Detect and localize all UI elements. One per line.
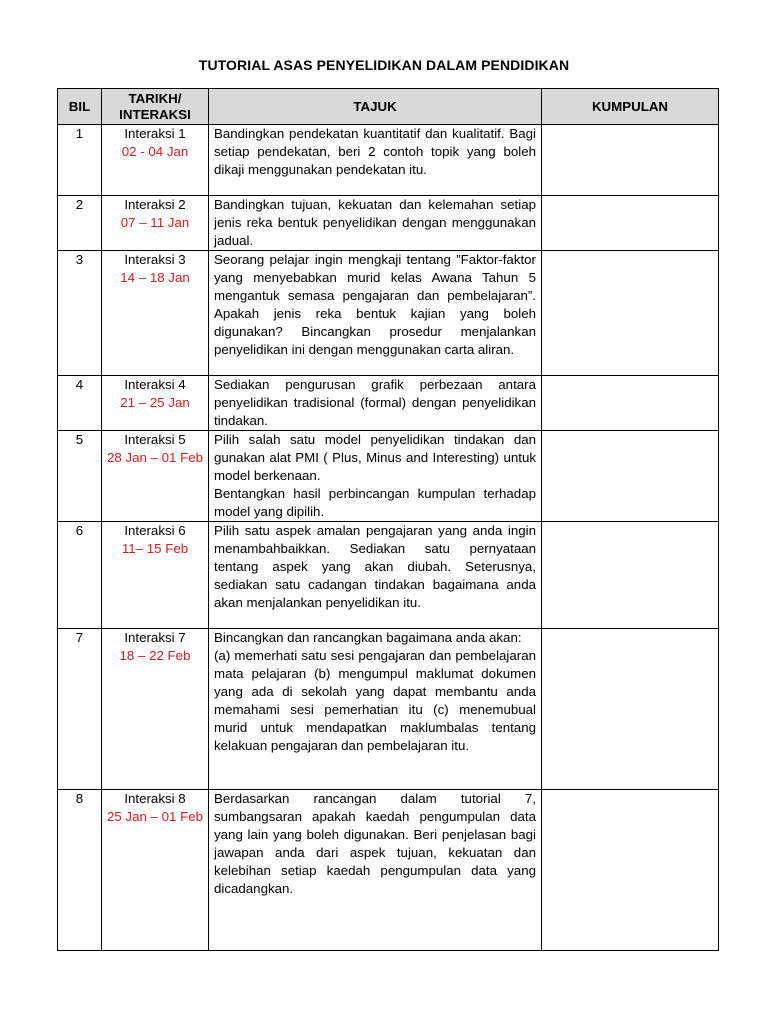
row-kumpulan-cell[interactable] <box>542 251 719 376</box>
header-kumpulan: KUMPULAN <box>542 89 719 125</box>
row-kumpulan-cell[interactable] <box>542 790 719 951</box>
row-kumpulan-cell[interactable] <box>542 376 719 431</box>
header-bil: BIL <box>58 89 102 125</box>
row-kumpulan-cell[interactable] <box>542 196 719 251</box>
row-interaksi-label: Interaksi 6 <box>124 523 186 538</box>
table-row <box>58 196 719 251</box>
row-date: 02 - 04 Jan <box>121 144 189 159</box>
row-tajuk <box>209 522 542 629</box>
tutorial-table <box>57 88 719 951</box>
row-interaksi-label: Interaksi 5 <box>124 432 186 447</box>
row-tarikh <box>102 125 209 196</box>
row-tajuk <box>209 790 542 951</box>
row-bil: 2 <box>58 196 102 251</box>
row-tajuk <box>209 629 542 790</box>
row-date: 07 – 11 Jan <box>120 215 190 230</box>
row-kumpulan-cell[interactable] <box>542 629 719 790</box>
row-tarikh <box>102 629 209 790</box>
row-tarikh <box>102 431 209 522</box>
row-interaksi-label: Interaksi 2 <box>124 197 186 212</box>
row-tarikh <box>102 790 209 951</box>
row-tajuk-paragraph: Bentangkan hasil perbincangan kumpulan terhadap model yang dipilih. <box>214 486 536 519</box>
row-interaksi-label: Interaksi 8 <box>124 791 186 806</box>
table-row <box>58 376 719 431</box>
table-row <box>58 431 719 522</box>
row-interaksi-label: Interaksi 4 <box>124 377 186 392</box>
row-tajuk <box>209 251 542 376</box>
row-date: 14 – 18 Jan <box>120 270 190 285</box>
row-bil: 1 <box>58 125 102 196</box>
header-tarikh-line2: INTERAKSI <box>119 106 191 122</box>
row-interaksi-label: Interaksi 1 <box>124 126 186 141</box>
table-body <box>58 125 719 951</box>
row-tajuk-paragraph: Sediakan pengurusan grafik perbezaan antara penyelidikan tradisional (formal) dengan penyelidikan tindakan. <box>214 377 536 428</box>
row-date: 11– 15 Feb <box>121 541 189 556</box>
table-row <box>58 251 719 376</box>
header-tajuk: TAJUK <box>209 89 542 125</box>
row-tarikh <box>102 196 209 251</box>
row-tajuk-paragraph: Bandingkan tujuan, kekuatan dan kelemahan setiap jenis reka bentuk penyelidikan dengan menggunakan jadual. <box>214 197 536 248</box>
table-row <box>58 125 719 196</box>
row-tajuk-paragraph: Bincangkan dan rancangkan bagaimana anda akan: <box>214 630 522 645</box>
document-title: TUTORIAL ASAS PENYELIDIKAN DALAM PENDIDIKAN <box>198 57 570 73</box>
row-tajuk-paragraph: (a) memerhati satu sesi pengajaran dan pembelajaran mata pelajaran (b) mengumpul maklumat dokumen yang ada di sekolah yang dapat membantu anda memahami sesi pemerhatian itu (c) menemubual murid untuk mendapatkan maklumbalas tentang kelakuan pengajaran dan pembelajaran itu. <box>214 648 536 753</box>
row-bil: 6 <box>58 522 102 629</box>
row-bil: 4 <box>58 376 102 431</box>
row-date: 28 Jan – 01 Feb <box>106 450 204 465</box>
row-tajuk <box>209 376 542 431</box>
row-tajuk-paragraph: Bandingkan pendekatan kuantitatif dan kualitatif. Bagi setiap pendekatan, beri 2 contoh topik yang boleh dikaji menggunakan pendekatan itu. <box>214 126 536 177</box>
row-tajuk <box>209 125 542 196</box>
row-tajuk-paragraph: Pilih salah satu model penyelidikan tindakan dan gunakan alat PMI ( Plus, Minus and Interesting) untuk model berkenaan. <box>214 432 536 483</box>
table-row <box>58 629 719 790</box>
row-kumpulan-cell[interactable] <box>542 431 719 522</box>
table-row <box>58 790 719 951</box>
row-tajuk <box>209 431 542 522</box>
row-date: 21 – 25 Jan <box>120 395 190 410</box>
row-date: 18 – 22 Feb <box>119 648 191 663</box>
row-kumpulan-cell[interactable] <box>542 125 719 196</box>
row-tajuk-paragraph: Berdasarkan rancangan dalam tutorial 7, sumbangsaran apakah kaedah pengumpulan data yang lain yang boleh digunakan. Beri penjelasan bagi jawapan anda dari aspek tujuan, kekuatan dan kelebihan setiap kaedah pengumpulan data yang dicadangkan. <box>214 791 536 896</box>
row-date: 25 Jan – 01 Feb <box>106 809 204 824</box>
row-tajuk-paragraph: Pilih satu aspek amalan pengajaran yang anda ingin menambahbaikkan. Sediakan satu pernyataan tentang aspek yang akan diubah. Seterusnya, sediakan satu cadangan tindakan bagaimana anda akan menjalankan penyelidikan itu. <box>214 523 536 610</box>
row-bil: 3 <box>58 251 102 376</box>
table-header-row <box>58 89 719 125</box>
row-interaksi-label: Interaksi 3 <box>124 252 186 267</box>
header-tarikh <box>102 89 209 125</box>
row-tarikh <box>102 376 209 431</box>
table-row <box>58 522 719 629</box>
row-interaksi-label: Interaksi 7 <box>124 630 186 645</box>
row-tajuk-paragraph: Seorang pelajar ingin mengkaji tentang ”Faktor-faktor yang menyebabkan murid kelas Awana Tahun 5 mengantuk semasa pengajaran dan pembelajaran”. Apakah jenis reka bentuk kajian yang boleh digunakan? Bincangkan prosedur menjalankan penyelidikan ini dengan menggunakan carta aliran. <box>214 252 536 357</box>
row-bil: 5 <box>58 431 102 522</box>
header-tarikh-line1: TARIKH/ <box>128 90 182 106</box>
row-kumpulan-cell[interactable] <box>542 522 719 629</box>
row-tarikh <box>102 522 209 629</box>
row-tajuk <box>209 196 542 251</box>
row-tarikh <box>102 251 209 376</box>
row-bil: 8 <box>58 790 102 951</box>
row-bil: 7 <box>58 629 102 790</box>
